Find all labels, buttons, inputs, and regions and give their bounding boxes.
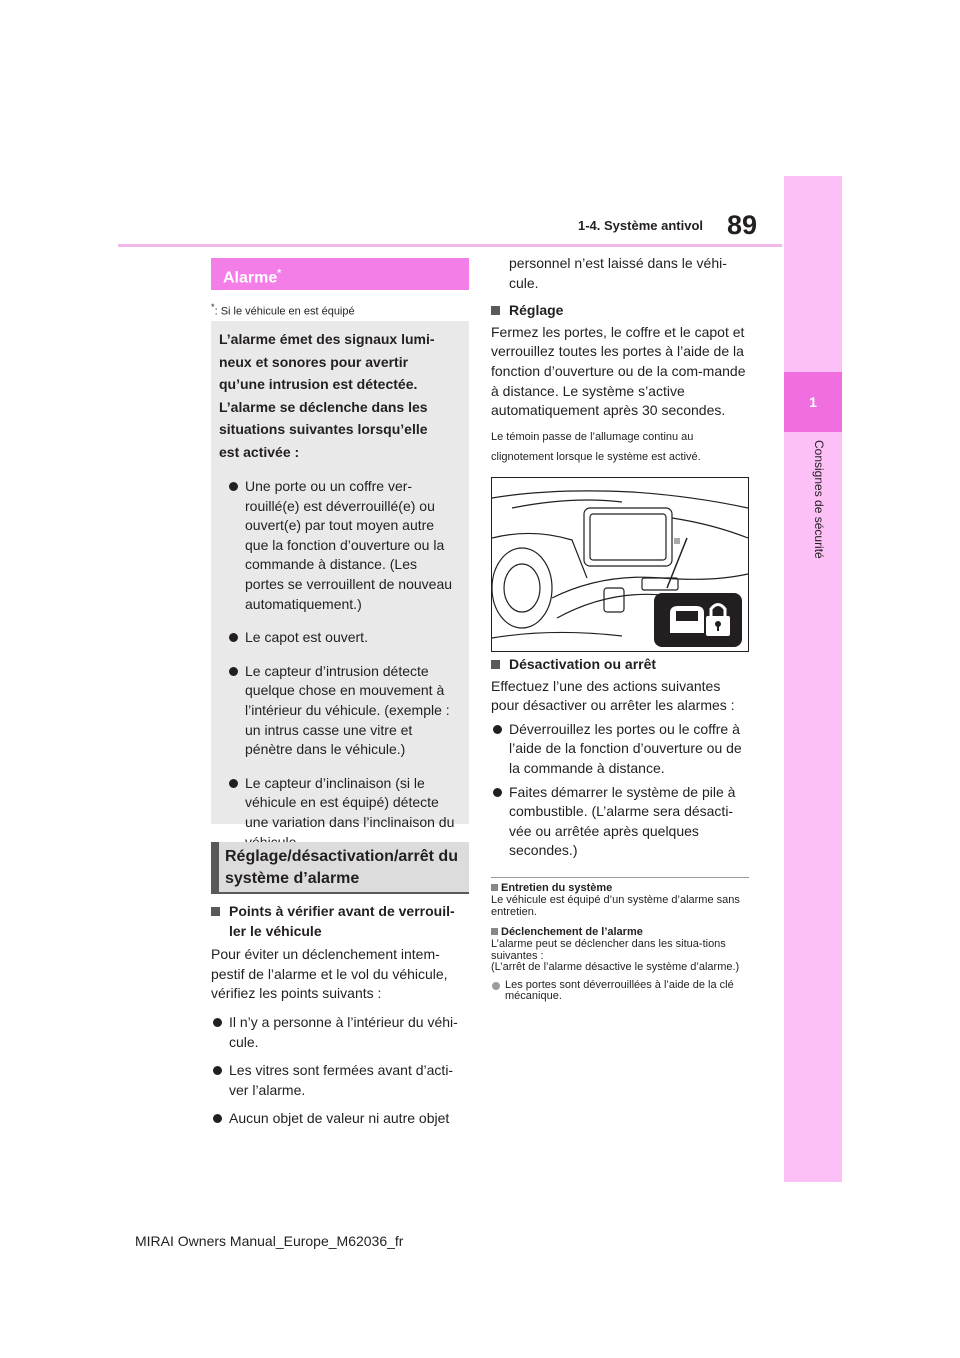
bullet-dot-icon	[229, 482, 238, 491]
alarm-intro-line: neux et sonores pour avertir	[219, 353, 409, 370]
page-number: 89	[726, 210, 758, 240]
reglage-text: Fermez les portes, le coffre et le capot et verrouillez toutes les portes à l’aide de la fonction d’ouverture ou de la com-mande à distance. Le système s’active automatiquement après 30 secondes.	[491, 323, 746, 419]
points-item: Aucun objet de valeur ni autre objet	[211, 1109, 471, 1129]
deactivation-item: Déverrouillez les portes ou le coffre à l’aide de la fonction d’ouverture ou de la commande à distance.	[491, 720, 749, 779]
notes-block	[491, 881, 749, 1003]
bullet-dot-icon	[493, 725, 502, 734]
header-divider	[118, 244, 782, 247]
footer-manual-id: MIRAI Owners Manual_Europe_M62036_fr	[135, 1233, 404, 1249]
alarm-info-box	[211, 321, 469, 830]
bullet-dot-icon	[213, 1018, 222, 1027]
alarm-footnote	[211, 302, 355, 318]
alarm-intro-line: L’alarme émet des signaux lumi-	[219, 331, 435, 347]
dashboard-drawing	[492, 478, 748, 651]
reglage-heading: Réglage	[491, 301, 749, 321]
bullet-dot-icon	[229, 779, 238, 788]
alarm-condition-item: Le capteur d’inclinaison (si le véhicule en est équipé) détecte une variation dans l’inclinaison du	[227, 774, 459, 852]
alarm-section-title	[211, 258, 469, 290]
trigger-text: L’alarme peut se déclencher dans les situa-tions suivantes :	[491, 938, 726, 962]
bullet-dot-icon	[492, 982, 500, 990]
chapter-number-badge: 1	[784, 372, 842, 432]
square-bullet-icon	[491, 660, 500, 669]
indicator-light	[674, 538, 680, 544]
bullet-dot-icon	[213, 1066, 222, 1075]
notes-divider	[491, 877, 749, 878]
square-bullet-icon	[491, 884, 498, 891]
setup-title-line: système d’alarme	[225, 870, 360, 887]
section-title: 1-4. Système antivol	[578, 218, 703, 233]
reglage-note: Le témoin passe de l’allumage continu au clignotement lorsque le système est activé.	[491, 430, 701, 463]
alarm-intro-line: qu’une intrusion est détectée.	[219, 376, 418, 392]
points-continued: personnel n’est laissé dans le véhi-cule.	[509, 255, 727, 291]
points-intro: Pour éviter un déclenchement intem-pestif de l’alarme et le vol du véhicule, vérifiez les points suivants :	[211, 946, 448, 1002]
trigger-item: Les portes sont déverrouillées à l’aide de la clé mécanique.	[491, 980, 749, 1003]
alarm-title-text: Alarme	[223, 269, 278, 287]
square-bullet-icon	[491, 928, 498, 935]
security-indicator-icon	[654, 593, 742, 647]
alarm-condition-item: Le capteur d’intrusion détecte quelque chose en mouvement à l’intérieur du véhicule. (exemple : un intrus casse une vitre et pénètre dans le véhicule.)	[227, 662, 459, 760]
bullet-dot-icon	[213, 1114, 222, 1123]
alarm-condition-item: Le capot est ouvert.	[227, 628, 459, 648]
chapter-label: Consignes de sécurité	[812, 440, 826, 559]
maintenance-heading: Entretien du système	[491, 881, 749, 895]
deactivation-block	[491, 655, 749, 865]
points-item: Les vitres sont fermées avant d’acti-ver l’alarme.	[211, 1061, 471, 1100]
right-column	[491, 254, 749, 467]
deactivation-intro: Effectuez l’une des actions suivantes pour désactiver ou arrêter les alarmes :	[491, 677, 735, 714]
alarm-title-mark: *	[277, 268, 282, 279]
maintenance-text: Le véhicule est équipé d’un système d’alarme sans entretien.	[491, 894, 740, 918]
alarm-intro-line: L’alarme se déclenche dans les	[219, 398, 428, 415]
chapter-side-tab	[784, 176, 842, 1182]
square-bullet-icon	[211, 907, 220, 916]
bullet-dot-icon	[229, 667, 238, 676]
square-bullet-icon	[491, 306, 500, 315]
setup-title-line: Réglage/désactivation/arrêt du	[225, 848, 458, 865]
points-item: Il n’y a personne à l’intérieur du véhi-cule.	[211, 1013, 471, 1052]
deactivation-heading: Désactivation ou arrêt	[491, 655, 749, 675]
points-heading: Points à vérifier avant de verrouil-ler le véhicule	[211, 902, 471, 941]
deactivation-item: Faites démarrer le système de pile à combustible. (L’alarme sera désacti-vée ou arrêtée après quelques secondes.)	[491, 783, 749, 861]
footnote-mark: *	[211, 302, 215, 312]
setup-section-title	[211, 842, 469, 894]
bullet-dot-icon	[493, 788, 502, 797]
trigger-text: (L’arrêt de l’alarme désactive le système d’alarme.)	[491, 961, 740, 973]
alarm-condition-item: Une porte ou un coffre ver-rouillé(e) est déverrouillé(e) ou ouvert(e) par tout moyen autre que la fonction d’ouverture ou la commande à distance. (Les portes se verrouillent de nouveau automatiquement.)	[227, 477, 459, 614]
dashboard-illustration	[491, 477, 749, 652]
footnote-text: : Si le véhicule en est équipé	[214, 305, 355, 318]
alarm-intro-line: est activée :	[219, 443, 300, 460]
trigger-heading: Déclenchement de l’alarme	[491, 925, 749, 939]
alarm-intro-line: situations suivantes lorsqu’elle	[219, 421, 428, 437]
bullet-dot-icon	[229, 633, 238, 642]
points-to-check-block	[211, 902, 471, 1138]
